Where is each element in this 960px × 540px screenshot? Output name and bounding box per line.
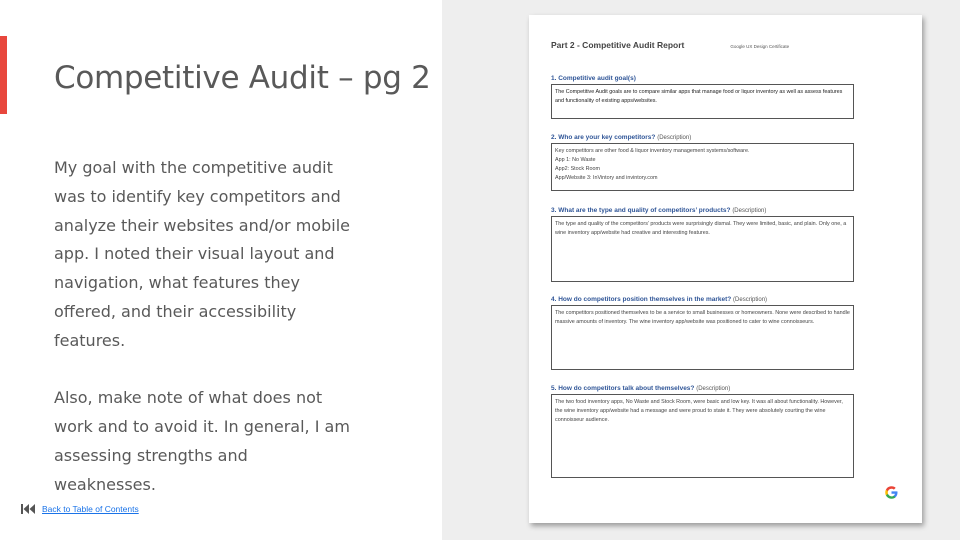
report-header [551,40,881,50]
answer-line: Key competitors are other food & liquor inventory management systems/software. [555,148,750,154]
answer-text: The type and quality of the competitors’ products were surprisingly dismal. They were limited, basic, and plain. Only one, a wine inventory app/website had creative and interesting features. [555,221,847,236]
question-label [551,207,854,214]
google-g-icon [884,485,899,500]
answer-box [551,143,854,191]
question-block [551,134,854,191]
question-label-text: 3. What are the type and quality of competitors’ products? [551,207,731,214]
audit-report-document [529,15,922,523]
answer-box [551,216,854,282]
question-description: (Description) [696,386,731,392]
answer-box [551,394,854,478]
question-block [551,385,854,478]
question-label-text: 5. How do competitors talk about themselves? [551,385,695,392]
question-description: (Description) [733,297,768,303]
question-label [551,296,854,303]
answer-text: The Competitive Audit goals are to compare similar apps that manage food or liquor inventory as well as assess features and functionality of existing apps/websites. [555,89,843,104]
question-label: 1. Competitive audit goal(s) [551,75,636,82]
answer-text: The competitors positioned themselves to be a service to small businesses or homeowners. None were described to handle massive amounts of inventory. The wine inventory app/website was positioned to cater to wine connoisseurs. [555,310,850,325]
slide-title: Competitive Audit – pg 2 [54,60,431,96]
back-link-label[interactable]: Back to Table of Contents [42,504,139,514]
answer-text: The two food inventory apps, No Waste and Stock Room, were basic and low key. It was all about functionality. However, the wine inventory app/website had a message and were proud to state it. They were absolutely courting the wine connoisseur audience. [555,399,843,423]
question-label [551,134,854,141]
accent-bar [0,36,7,114]
skip-back-icon [20,503,36,515]
question-label-text: 2. Who are your key competitors? [551,134,656,141]
report-title: Part 2 - Competitive Audit Report [551,40,685,50]
body-paragraph: My goal with the competitive audit was to identify key competitors and analyze their websites and/or mobile app. I noted their visual layout and navigation, what features they offered, and their accessibility features. [54,158,350,350]
slide-body [54,154,354,500]
question-label [551,385,854,392]
question-description: (Description) [657,135,692,141]
body-paragraph: Also, make note of what does not work and to avoid it. In general, I am assessing strengths and weaknesses. [54,388,350,494]
back-to-contents-link[interactable] [20,503,139,515]
question-description: (Description) [732,208,767,214]
question-label-text: 4. How do competitors position themselves in the market? [551,296,732,303]
answer-line: App/Website 3: InVintory and invintory.com [555,175,658,181]
question-block [551,207,854,282]
answer-box [551,84,854,119]
question-block [551,296,854,370]
question-block [551,75,854,119]
answer-line: App2: Stock Room [555,166,600,172]
certificate-label: Google UX Design Certificate [730,44,790,49]
answer-box [551,305,854,370]
answer-line: App 1: No Waste [555,157,596,163]
